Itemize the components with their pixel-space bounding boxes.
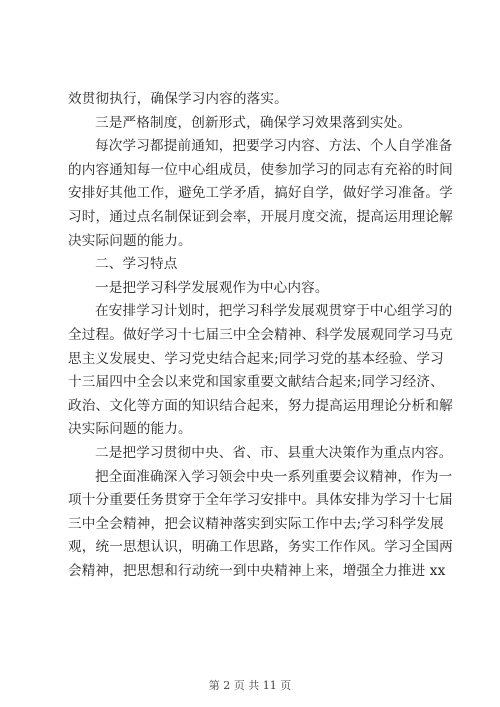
text-line: 三是严格制度，创新形式，确保学习效果落到实处。 [95,114,412,131]
text-line: 效贯彻执行，确保学习内容的落实。 [68,91,288,107]
text-line: 的内容通知每一位中心组成员，使参加学习的同志有充裕的时间 [68,161,453,178]
text-line: 全过程。做好学习十七届三中全会精神、科学发展观同学习马克 [68,326,453,343]
text-line: 三中全会精神，把会议精神落实到实际工作中去;学习科学发展 [68,515,444,532]
document-body [68,88,453,583]
section-heading: 二、学习特点 [95,256,178,273]
text-line: 每次学习都提前通知，把要学习内容、方法、个人自学准备 [95,138,453,155]
text-line: 项十分重要任务贯穿于全年学习安排中。具体安排为学习十七届 [68,492,453,509]
text-line: 决实际问题的能力。 [68,232,192,249]
text-line: 决实际问题的能力。 [68,421,192,438]
text-line: 思主义发展史、学习党史结合起来;同学习党的基本经验、学习 [68,350,444,367]
page-number-footer: 第 2 页 共 11 页 [208,679,292,692]
text-line: 观，统一思想认识，明确工作思路，务实工作作风。学习全国两 [68,539,453,556]
text-line: 一是把学习科学发展观作为中心内容。 [95,279,329,296]
text-line: 在安排学习计划时，把学习科学发展观贯穿于中心组学习的 [95,303,453,320]
text-line: 把全面准确深入学习领会中央一系列重要会议精神，作为一 [95,468,453,485]
text-line: 会精神，把思想和行动统一到中央精神上来，增强全力推进 xx [68,562,446,579]
text-line: 十三届四中全会以来党和国家重要文献结合起来;同学习经济、 [68,374,444,391]
text-line: 安排好其他工作，避免工学矛盾，搞好自学，做好学习准备。学 [68,185,453,202]
text-line: 二是把学习贯彻中央、省、市、县重大决策作为重点内容。 [95,444,453,461]
text-line: 习时，通过点名制保证到会率，开展月度交流，提高运用理论解 [68,208,453,225]
text-line: 政治、文化等方面的知识结合起来，努力提高运用理论分析和解 [68,397,453,414]
